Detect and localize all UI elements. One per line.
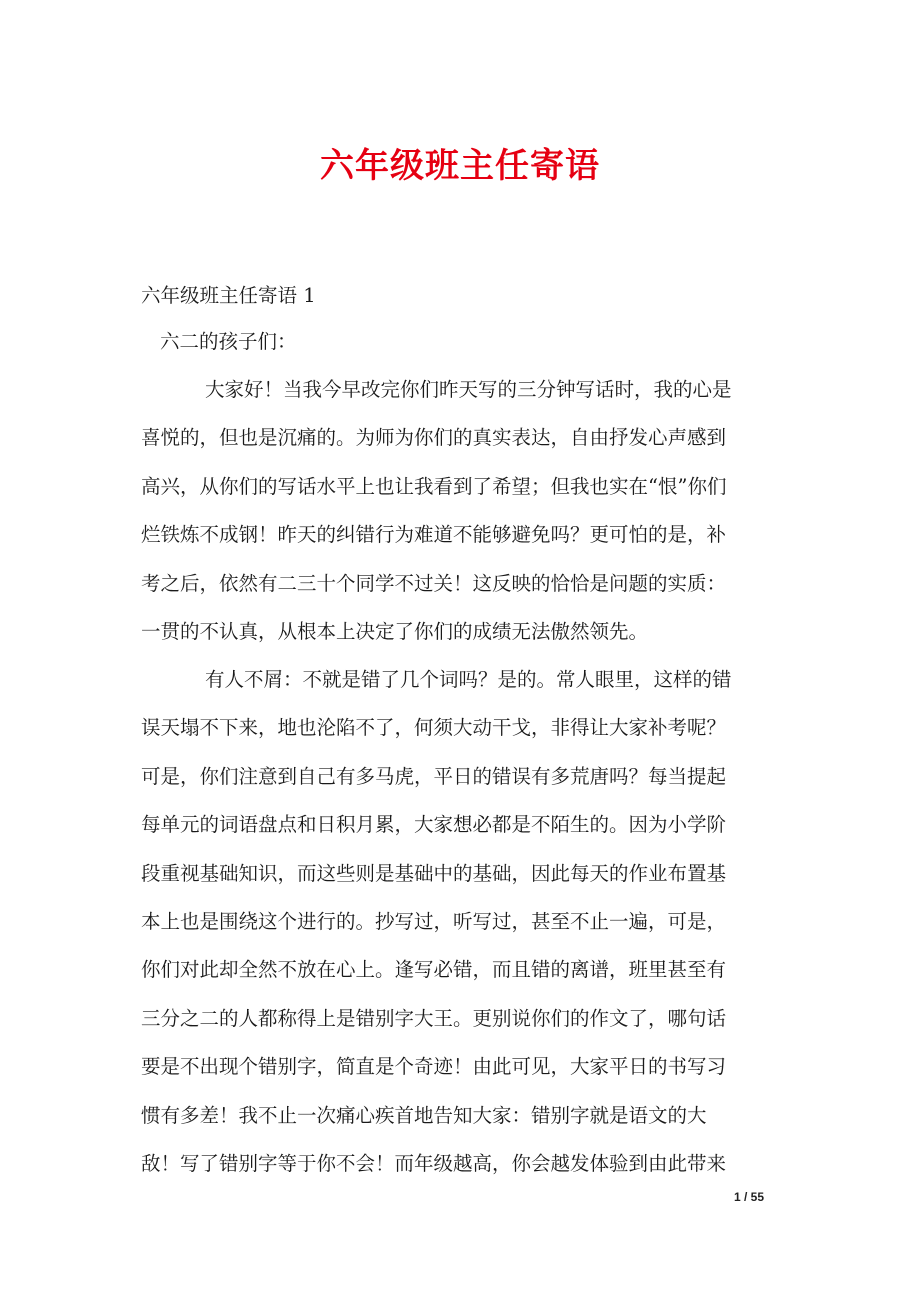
page-title: 六年级班主任寄语	[320, 146, 600, 186]
paragraph-line: 考之后，依然有二三十个同学不过关！这反映的恰恰是问题的实质：	[141, 571, 727, 595]
paragraph-line: 大家好！当我今早改完你们昨天写的三分钟写话时，我的心是	[205, 378, 732, 401]
paragraph-line: 三分之二的人都称得上是错别字大王。更别说你们的作文了，哪句话	[141, 1006, 727, 1030]
paragraph-line: 高兴，从你们的写话水平上也让我看到了希望；但我也实在“恨”你们	[141, 474, 727, 498]
salutation: 六二的孩子们：	[160, 330, 297, 353]
paragraph-line: 有人不屑：不就是错了几个词吗？是的。常人眼里，这样的错	[205, 668, 732, 691]
paragraph-line: 可是，你们注意到自己有多马虎，平日的错误有多荒唐吗？每当提起	[141, 764, 727, 788]
paragraph-line: 本上也是围绕这个进行的。抄写过，听写过，甚至不止一遍，可是，	[141, 909, 727, 933]
section-heading: 六年级班主任寄语 1	[141, 284, 316, 307]
paragraph-line: 敌！写了错别字等于你不会！而年级越高，你会越发体验到由此带来	[141, 1151, 727, 1175]
paragraph-2	[141, 656, 781, 1188]
paragraph-line: 你们对此却全然不放在心上。逢写必错，而且错的离谱，班里甚至有	[141, 958, 727, 982]
paragraph-line: 喜悦的，但也是沉痛的。为师为你们的真实表达，自由抒发心声感到	[141, 426, 727, 450]
paragraph-line: 一贯的不认真，从根本上决定了你们的成绩无法傲然领先。	[141, 619, 649, 643]
paragraph-line: 段重视基础知识，而这些则是基础中的基础，因此每天的作业布置基	[141, 861, 727, 885]
page-number: 1 / 55	[734, 1190, 765, 1204]
paragraph-line: 误天塌不下来，地也沦陷不了，何须大动干戈，非得让大家补考呢？	[141, 716, 727, 740]
paragraph-line: 惯有多差！我不止一次痛心疾首地告知大家：错别字就是语文的大	[141, 1103, 707, 1127]
paragraph-line: 每单元的词语盘点和日积月累，大家想必都是不陌生的。因为小学阶	[141, 813, 727, 837]
paragraph-line: 要是不出现个错别字，简直是个奇迹！由此可见，大家平日的书写习	[141, 1055, 727, 1079]
paragraph-line: 烂铁炼不成钢！昨天的纠错行为难道不能够避免吗？更可怕的是，补	[141, 523, 727, 547]
paragraph-1	[141, 366, 781, 656]
